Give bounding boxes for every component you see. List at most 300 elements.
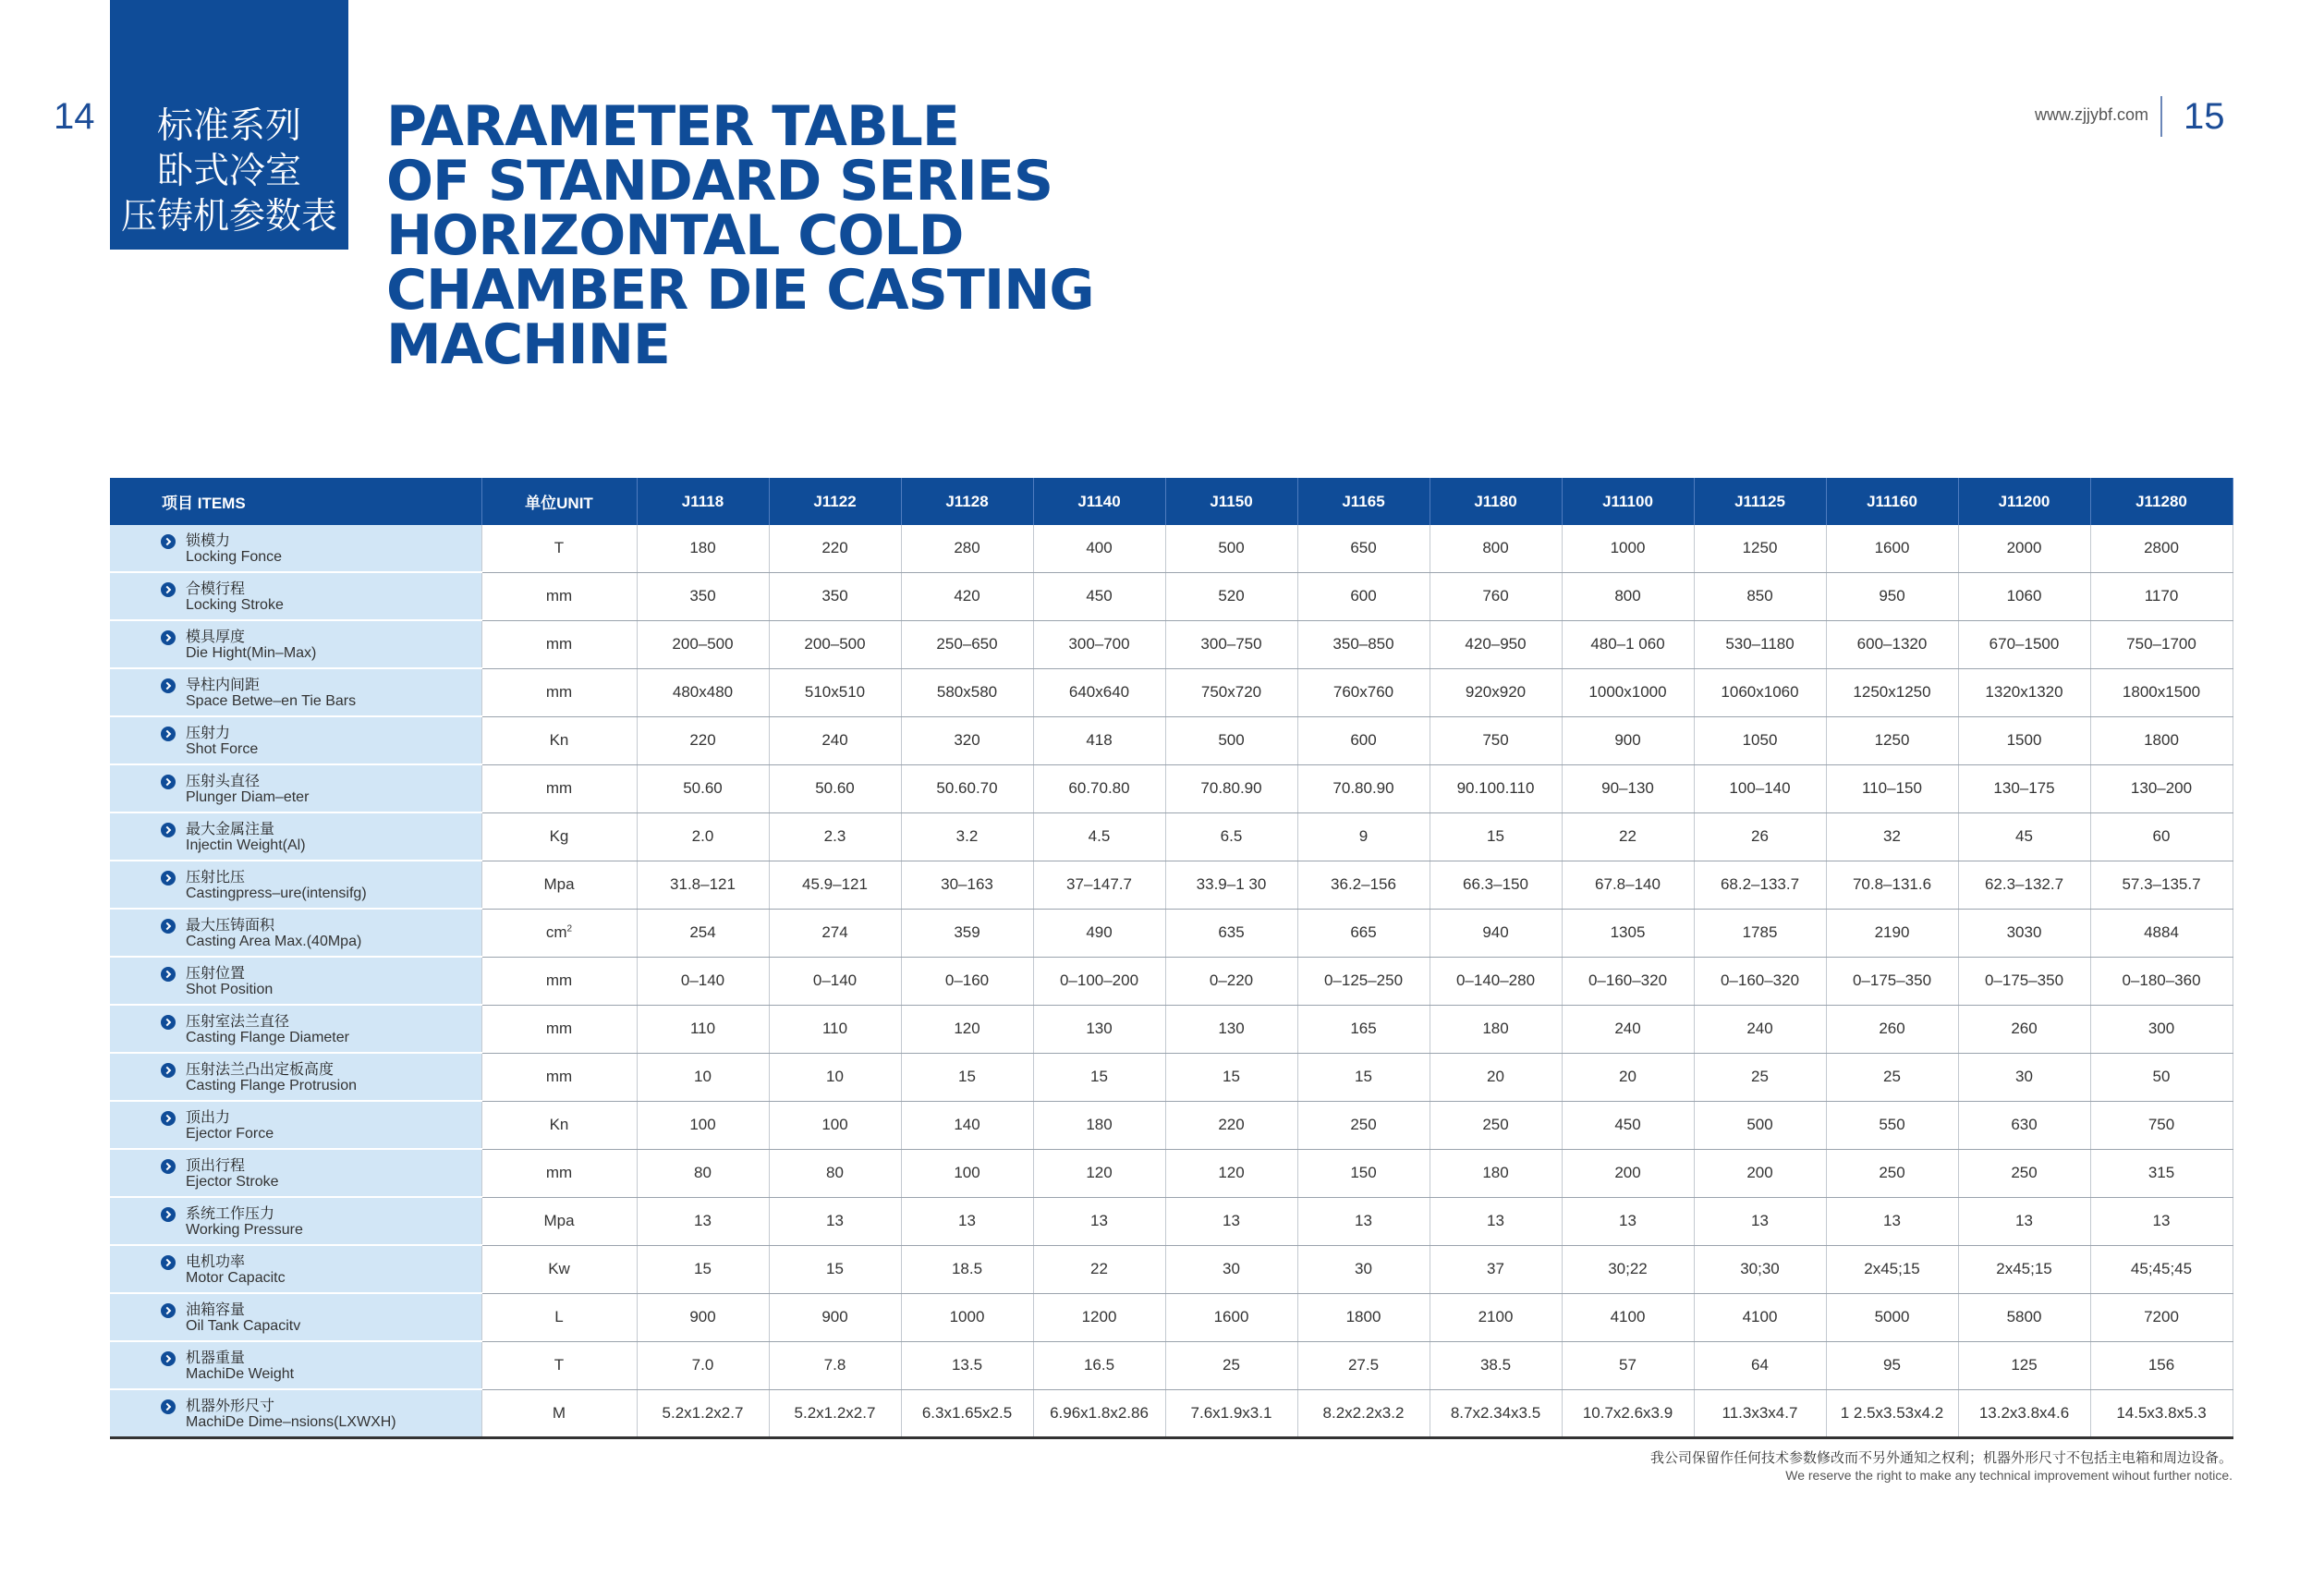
value-cell: 0–220 bbox=[1165, 957, 1297, 1005]
value-cell: 260 bbox=[1826, 1005, 1958, 1053]
english-title-line: HORIZONTAL COLD bbox=[386, 203, 964, 268]
item-name-cn: 顶出行程 bbox=[186, 1155, 246, 1174]
unit-text: L bbox=[554, 1308, 564, 1325]
value-cell: 38.5 bbox=[1430, 1341, 1562, 1389]
item-name-cn: 顶出力 bbox=[186, 1107, 231, 1126]
header-model: J1165 bbox=[1297, 478, 1430, 525]
value-cell: 0–175–350 bbox=[1826, 957, 1958, 1005]
value-cell: 220 bbox=[637, 716, 769, 764]
value-cell: 1785 bbox=[1694, 909, 1826, 957]
table-row bbox=[110, 620, 2233, 668]
value-cell: 15 bbox=[1033, 1053, 1165, 1101]
value-cell: 1305 bbox=[1562, 909, 1694, 957]
value-cell: 50.60.70 bbox=[901, 764, 1033, 812]
header-model: J1128 bbox=[901, 478, 1033, 525]
value-cell: 320 bbox=[901, 716, 1033, 764]
value-cell: 2x45;15 bbox=[1958, 1245, 2090, 1293]
table-row bbox=[110, 1341, 2233, 1389]
item-name-en: Injectin Weight(Al) bbox=[186, 837, 306, 853]
unit-cell bbox=[481, 1293, 637, 1341]
unit-cell bbox=[481, 716, 637, 764]
value-cell: 27.5 bbox=[1297, 1341, 1430, 1389]
value-cell: 13 bbox=[1694, 1197, 1826, 1245]
value-cell: 13 bbox=[1958, 1197, 2090, 1245]
value-cell: 1250x1250 bbox=[1826, 668, 1958, 716]
value-cell: 760 bbox=[1430, 572, 1562, 620]
unit-text: mm bbox=[545, 1068, 573, 1085]
value-cell: 64 bbox=[1694, 1341, 1826, 1389]
value-cell: 1060x1060 bbox=[1694, 668, 1826, 716]
chevron-right-circle-icon bbox=[161, 967, 176, 982]
value-cell: 7.0 bbox=[637, 1341, 769, 1389]
value-cell: 100 bbox=[637, 1101, 769, 1149]
value-cell: 760x760 bbox=[1297, 668, 1430, 716]
item-label bbox=[186, 964, 481, 998]
value-cell: 4.5 bbox=[1033, 812, 1165, 861]
value-cell: 1000x1000 bbox=[1562, 668, 1694, 716]
chevron-right-circle-icon bbox=[161, 727, 176, 741]
value-cell: 600 bbox=[1297, 572, 1430, 620]
table-row bbox=[110, 1005, 2233, 1053]
value-cell: 0–100–200 bbox=[1033, 957, 1165, 1005]
english-title-line: CHAMBER DIE CASTING bbox=[386, 258, 1094, 323]
value-cell: 36.2–156 bbox=[1297, 861, 1430, 909]
value-cell: 22 bbox=[1562, 812, 1694, 861]
item-name-cn: 系统工作压力 bbox=[186, 1203, 275, 1222]
value-cell: 750–1700 bbox=[2090, 620, 2233, 668]
value-cell: 70.80.90 bbox=[1297, 764, 1430, 812]
value-cell: 900 bbox=[769, 1293, 901, 1341]
unit-text: Mpa bbox=[543, 875, 575, 893]
unit-text: Mpa bbox=[543, 1212, 575, 1229]
value-cell: 180 bbox=[1430, 1149, 1562, 1197]
disclaimer-cn: 我公司保留作任何技术参数修改而不另外通知之权利；机器外形尺寸不包括主电箱和周边设备。 bbox=[1649, 1449, 2233, 1466]
chevron-right-circle-icon bbox=[161, 1159, 176, 1174]
value-cell: 6.5 bbox=[1165, 812, 1297, 861]
value-cell: 240 bbox=[1694, 1005, 1826, 1053]
value-cell: 180 bbox=[637, 525, 769, 572]
unit-cell bbox=[481, 861, 637, 909]
value-cell: 600–1320 bbox=[1826, 620, 1958, 668]
value-cell: 180 bbox=[1033, 1101, 1165, 1149]
value-cell: 130–175 bbox=[1958, 764, 2090, 812]
value-cell: 1600 bbox=[1826, 525, 1958, 572]
unit-text: Kn bbox=[549, 731, 569, 749]
value-cell: 13 bbox=[769, 1197, 901, 1245]
unit-cell bbox=[481, 1341, 637, 1389]
item-cell bbox=[110, 716, 481, 764]
value-cell: 750x720 bbox=[1165, 668, 1297, 716]
value-cell: 130 bbox=[1033, 1005, 1165, 1053]
item-label bbox=[186, 1397, 481, 1431]
item-label bbox=[186, 1108, 481, 1142]
value-cell: 1000 bbox=[1562, 525, 1694, 572]
value-cell: 2000 bbox=[1958, 525, 2090, 572]
value-cell: 62.3–132.7 bbox=[1958, 861, 2090, 909]
table-row bbox=[110, 861, 2233, 909]
value-cell: 600 bbox=[1297, 716, 1430, 764]
item-name-en: Ejector Stroke bbox=[186, 1173, 279, 1190]
value-cell: 2100 bbox=[1430, 1293, 1562, 1341]
unit-text: Kn bbox=[549, 1116, 569, 1133]
item-label bbox=[186, 1012, 481, 1046]
unit-superscript: 2 bbox=[566, 923, 573, 934]
parameter-table bbox=[110, 478, 2233, 1439]
value-cell: 640x640 bbox=[1033, 668, 1165, 716]
item-name-cn: 油箱容量 bbox=[186, 1300, 246, 1318]
item-label bbox=[186, 1156, 481, 1191]
value-cell: 800 bbox=[1430, 525, 1562, 572]
value-cell: 280 bbox=[901, 525, 1033, 572]
english-title-line: MACHINE bbox=[386, 312, 670, 377]
header-model: J1140 bbox=[1033, 478, 1165, 525]
item-name-en: Space Betwe–en Tie Bars bbox=[186, 692, 357, 709]
value-cell: 1500 bbox=[1958, 716, 2090, 764]
value-cell: 20 bbox=[1562, 1053, 1694, 1101]
value-cell: 1050 bbox=[1694, 716, 1826, 764]
value-cell: 200 bbox=[1562, 1149, 1694, 1197]
value-cell: 900 bbox=[637, 1293, 769, 1341]
value-cell: 57 bbox=[1562, 1341, 1694, 1389]
unit-text: Kg bbox=[549, 827, 569, 845]
item-name-cn: 压射力 bbox=[186, 723, 231, 741]
page-number-right: 15 bbox=[2184, 96, 2225, 137]
value-cell: 57.3–135.7 bbox=[2090, 861, 2233, 909]
value-cell: 950 bbox=[1826, 572, 1958, 620]
header-model: J11280 bbox=[2090, 478, 2233, 525]
item-cell bbox=[110, 1101, 481, 1149]
table-row bbox=[110, 1389, 2233, 1438]
item-name-en: Shot Force bbox=[186, 740, 259, 757]
value-cell: 420–950 bbox=[1430, 620, 1562, 668]
english-title-line: PARAMETER TABLE bbox=[386, 94, 959, 159]
value-cell: 15 bbox=[1430, 812, 1562, 861]
item-name-cn: 压射比压 bbox=[186, 867, 246, 886]
unit-cell bbox=[481, 620, 637, 668]
value-cell: 13 bbox=[1297, 1197, 1430, 1245]
table-row bbox=[110, 1149, 2233, 1197]
value-cell: 13 bbox=[1826, 1197, 1958, 1245]
item-cell bbox=[110, 909, 481, 957]
value-cell: 30;30 bbox=[1694, 1245, 1826, 1293]
unit-text: mm bbox=[545, 779, 573, 797]
item-name-en: Plunger Diam–eter bbox=[186, 788, 310, 805]
value-cell: 13 bbox=[901, 1197, 1033, 1245]
value-cell: 100 bbox=[769, 1101, 901, 1149]
value-cell: 13 bbox=[1562, 1197, 1694, 1245]
item-name-cn: 机器重量 bbox=[186, 1348, 246, 1366]
value-cell: 490 bbox=[1033, 909, 1165, 957]
header-model: J1118 bbox=[637, 478, 769, 525]
value-cell: 500 bbox=[1694, 1101, 1826, 1149]
table-row bbox=[110, 572, 2233, 620]
value-cell: 420 bbox=[901, 572, 1033, 620]
item-cell bbox=[110, 1245, 481, 1293]
table-row bbox=[110, 957, 2233, 1005]
unit-text: mm bbox=[545, 1164, 573, 1181]
item-name-cn: 电机功率 bbox=[186, 1252, 246, 1270]
value-cell: 37 bbox=[1430, 1245, 1562, 1293]
item-name-en: Oil Tank Capacitv bbox=[186, 1317, 301, 1334]
value-cell: 1170 bbox=[2090, 572, 2233, 620]
value-cell: 125 bbox=[1958, 1341, 2090, 1389]
header-model: J1180 bbox=[1430, 478, 1562, 525]
item-name-en: Shot Position bbox=[186, 981, 274, 997]
unit-cell bbox=[481, 1101, 637, 1149]
value-cell: 90–130 bbox=[1562, 764, 1694, 812]
chinese-title-line: 压铸机参数表 bbox=[120, 196, 337, 238]
value-cell: 350–850 bbox=[1297, 620, 1430, 668]
item-cell bbox=[110, 861, 481, 909]
unit-text: Kw bbox=[548, 1260, 570, 1277]
table-row bbox=[110, 1101, 2233, 1149]
chevron-right-circle-icon bbox=[161, 534, 176, 549]
unit-cell bbox=[481, 668, 637, 716]
value-cell: 20 bbox=[1430, 1053, 1562, 1101]
table-row bbox=[110, 1053, 2233, 1101]
item-cell bbox=[110, 1053, 481, 1101]
value-cell: 45.9–121 bbox=[769, 861, 901, 909]
header-divider bbox=[2160, 96, 2162, 137]
unit-cell bbox=[481, 1149, 637, 1197]
item-label bbox=[186, 676, 481, 710]
value-cell: 1200 bbox=[1033, 1293, 1165, 1341]
value-cell: 350 bbox=[769, 572, 901, 620]
item-label bbox=[186, 820, 481, 854]
value-cell: 850 bbox=[1694, 572, 1826, 620]
chevron-right-circle-icon bbox=[161, 1111, 176, 1126]
value-cell: 100 bbox=[901, 1149, 1033, 1197]
value-cell: 25 bbox=[1165, 1341, 1297, 1389]
value-cell: 4100 bbox=[1694, 1293, 1826, 1341]
chevron-right-circle-icon bbox=[161, 1303, 176, 1318]
value-cell: 0–140–280 bbox=[1430, 957, 1562, 1005]
value-cell: 0–175–350 bbox=[1958, 957, 2090, 1005]
value-cell: 140 bbox=[901, 1101, 1033, 1149]
item-name-en: Locking Stroke bbox=[186, 596, 284, 613]
value-cell: 650 bbox=[1297, 525, 1430, 572]
value-cell: 480–1 060 bbox=[1562, 620, 1694, 668]
value-cell: 220 bbox=[769, 525, 901, 572]
unit-cell bbox=[481, 1197, 637, 1245]
value-cell: 670–1500 bbox=[1958, 620, 2090, 668]
chevron-right-circle-icon bbox=[161, 630, 176, 645]
value-cell: 13 bbox=[1430, 1197, 1562, 1245]
value-cell: 8.2x2.2x3.2 bbox=[1297, 1389, 1430, 1438]
table-row bbox=[110, 525, 2233, 572]
header-model: J1122 bbox=[769, 478, 901, 525]
value-cell: 300 bbox=[2090, 1005, 2233, 1053]
chevron-right-circle-icon bbox=[161, 1207, 176, 1222]
unit-cell bbox=[481, 525, 637, 572]
value-cell: 165 bbox=[1297, 1005, 1430, 1053]
item-cell bbox=[110, 1005, 481, 1053]
value-cell: 110–150 bbox=[1826, 764, 1958, 812]
item-label bbox=[186, 868, 481, 902]
value-cell: 68.2–133.7 bbox=[1694, 861, 1826, 909]
value-cell: 200 bbox=[1694, 1149, 1826, 1197]
value-cell: 580x580 bbox=[901, 668, 1033, 716]
value-cell: 250 bbox=[1826, 1149, 1958, 1197]
item-label bbox=[186, 1349, 481, 1383]
header-unit: 单位UNIT bbox=[481, 478, 637, 525]
value-cell: 800 bbox=[1562, 572, 1694, 620]
value-cell: 156 bbox=[2090, 1341, 2233, 1389]
value-cell: 5.2x1.2x2.7 bbox=[769, 1389, 901, 1438]
value-cell: 9 bbox=[1297, 812, 1430, 861]
value-cell: 15 bbox=[637, 1245, 769, 1293]
table-row bbox=[110, 716, 2233, 764]
item-name-cn: 导柱内间距 bbox=[186, 675, 261, 693]
value-cell: 13.5 bbox=[901, 1341, 1033, 1389]
value-cell: 4884 bbox=[2090, 909, 2233, 957]
value-cell: 1800 bbox=[1297, 1293, 1430, 1341]
value-cell: 50.60 bbox=[637, 764, 769, 812]
value-cell: 240 bbox=[769, 716, 901, 764]
value-cell: 630 bbox=[1958, 1101, 2090, 1149]
value-cell: 90.100.110 bbox=[1430, 764, 1562, 812]
value-cell: 30–163 bbox=[901, 861, 1033, 909]
value-cell: 30 bbox=[1165, 1245, 1297, 1293]
item-label bbox=[186, 1204, 481, 1239]
value-cell: 520 bbox=[1165, 572, 1297, 620]
item-name-en: MachiDe Weight bbox=[186, 1365, 295, 1382]
value-cell: 400 bbox=[1033, 525, 1165, 572]
value-cell: 250 bbox=[1297, 1101, 1430, 1149]
item-cell bbox=[110, 1197, 481, 1245]
chinese-title-line: 卧式冷室 bbox=[156, 151, 301, 192]
unit-text: M bbox=[552, 1403, 566, 1422]
item-name-cn: 锁模力 bbox=[186, 531, 231, 549]
unit-text: mm bbox=[545, 587, 573, 605]
value-cell: 350 bbox=[637, 572, 769, 620]
value-cell: 250 bbox=[1430, 1101, 1562, 1149]
value-cell: 30 bbox=[1958, 1053, 2090, 1101]
table-row bbox=[110, 909, 2233, 957]
value-cell: 315 bbox=[2090, 1149, 2233, 1197]
item-name-cn: 压射头直径 bbox=[186, 771, 261, 789]
value-cell: 67.8–140 bbox=[1562, 861, 1694, 909]
value-cell: 13 bbox=[1165, 1197, 1297, 1245]
value-cell: 15 bbox=[1165, 1053, 1297, 1101]
value-cell: 8.7x2.34x3.5 bbox=[1430, 1389, 1562, 1438]
item-name-en: Locking Fonce bbox=[186, 548, 283, 565]
value-cell: 15 bbox=[1297, 1053, 1430, 1101]
value-cell: 480x480 bbox=[637, 668, 769, 716]
value-cell: 66.3–150 bbox=[1430, 861, 1562, 909]
table-row bbox=[110, 1293, 2233, 1341]
value-cell: 32 bbox=[1826, 812, 1958, 861]
value-cell: 120 bbox=[1033, 1149, 1165, 1197]
value-cell: 15 bbox=[901, 1053, 1033, 1101]
value-cell: 2800 bbox=[2090, 525, 2233, 572]
value-cell: 2.0 bbox=[637, 812, 769, 861]
unit-cell bbox=[481, 1389, 637, 1438]
item-cell bbox=[110, 1149, 481, 1197]
value-cell: 31.8–121 bbox=[637, 861, 769, 909]
unit-cell bbox=[481, 1053, 637, 1101]
value-cell: 45 bbox=[1958, 812, 2090, 861]
unit-text: T bbox=[554, 1356, 565, 1374]
table-row bbox=[110, 1197, 2233, 1245]
item-name-cn: 最大金属注量 bbox=[186, 819, 275, 837]
chevron-right-circle-icon bbox=[161, 919, 176, 934]
value-cell: 3030 bbox=[1958, 909, 2090, 957]
value-cell: 665 bbox=[1297, 909, 1430, 957]
chevron-right-circle-icon bbox=[161, 1351, 176, 1366]
value-cell: 250 bbox=[1958, 1149, 2090, 1197]
item-label bbox=[186, 1252, 481, 1287]
chevron-right-circle-icon bbox=[161, 1015, 176, 1030]
unit-text: mm bbox=[545, 683, 573, 701]
table-row bbox=[110, 668, 2233, 716]
value-cell: 15 bbox=[769, 1245, 901, 1293]
disclaimer-en: We reserve the right to make any technical improvement wihout further notice. bbox=[1785, 1468, 2233, 1483]
value-cell: 13 bbox=[637, 1197, 769, 1245]
value-cell: 150 bbox=[1297, 1149, 1430, 1197]
value-cell: 110 bbox=[769, 1005, 901, 1053]
chevron-right-circle-icon bbox=[161, 871, 176, 886]
item-label bbox=[186, 1060, 481, 1094]
table-row bbox=[110, 764, 2233, 812]
unit-cell bbox=[481, 1005, 637, 1053]
table-body bbox=[110, 525, 2233, 1438]
value-cell: 240 bbox=[1562, 1005, 1694, 1053]
value-cell: 6.96x1.8x2.86 bbox=[1033, 1389, 1165, 1438]
header-model: J11200 bbox=[1958, 478, 2090, 525]
item-name-cn: 压射法兰凸出定板高度 bbox=[186, 1059, 335, 1078]
item-name-en: Casting Flange Diameter bbox=[186, 1029, 349, 1045]
header-model: J11125 bbox=[1694, 478, 1826, 525]
chevron-right-circle-icon bbox=[161, 775, 176, 789]
item-name-en: Working Pressure bbox=[186, 1221, 303, 1238]
value-cell: 1000 bbox=[901, 1293, 1033, 1341]
value-cell: 200–500 bbox=[769, 620, 901, 668]
chevron-right-circle-icon bbox=[161, 823, 176, 837]
value-cell: 1600 bbox=[1165, 1293, 1297, 1341]
value-cell: 2.3 bbox=[769, 812, 901, 861]
value-cell: 450 bbox=[1033, 572, 1165, 620]
item-name-en: Castingpress–ure(intensifg) bbox=[186, 885, 367, 901]
value-cell: 1060 bbox=[1958, 572, 2090, 620]
item-label bbox=[186, 916, 481, 950]
unit-text: mm bbox=[545, 635, 573, 653]
value-cell: 1 2.5x3.53x4.2 bbox=[1826, 1389, 1958, 1438]
value-cell: 50 bbox=[2090, 1053, 2233, 1101]
item-name-en: Motor Capacitc bbox=[186, 1269, 286, 1286]
value-cell: 120 bbox=[901, 1005, 1033, 1053]
value-cell: 22 bbox=[1033, 1245, 1165, 1293]
value-cell: 30 bbox=[1297, 1245, 1430, 1293]
value-cell: 0–160–320 bbox=[1694, 957, 1826, 1005]
item-name-cn: 机器外形尺寸 bbox=[186, 1396, 275, 1414]
value-cell: 250–650 bbox=[901, 620, 1033, 668]
value-cell: 920x920 bbox=[1430, 668, 1562, 716]
value-cell: 130 bbox=[1165, 1005, 1297, 1053]
header-model: J11160 bbox=[1826, 478, 1958, 525]
item-cell bbox=[110, 957, 481, 1005]
value-cell: 418 bbox=[1033, 716, 1165, 764]
value-cell: 50.60 bbox=[769, 764, 901, 812]
value-cell: 37–147.7 bbox=[1033, 861, 1165, 909]
unit-cell bbox=[481, 812, 637, 861]
value-cell: 70.80.90 bbox=[1165, 764, 1297, 812]
value-cell: 450 bbox=[1562, 1101, 1694, 1149]
value-cell: 30;22 bbox=[1562, 1245, 1694, 1293]
value-cell: 5000 bbox=[1826, 1293, 1958, 1341]
value-cell: 60.70.80 bbox=[1033, 764, 1165, 812]
value-cell: 300–750 bbox=[1165, 620, 1297, 668]
